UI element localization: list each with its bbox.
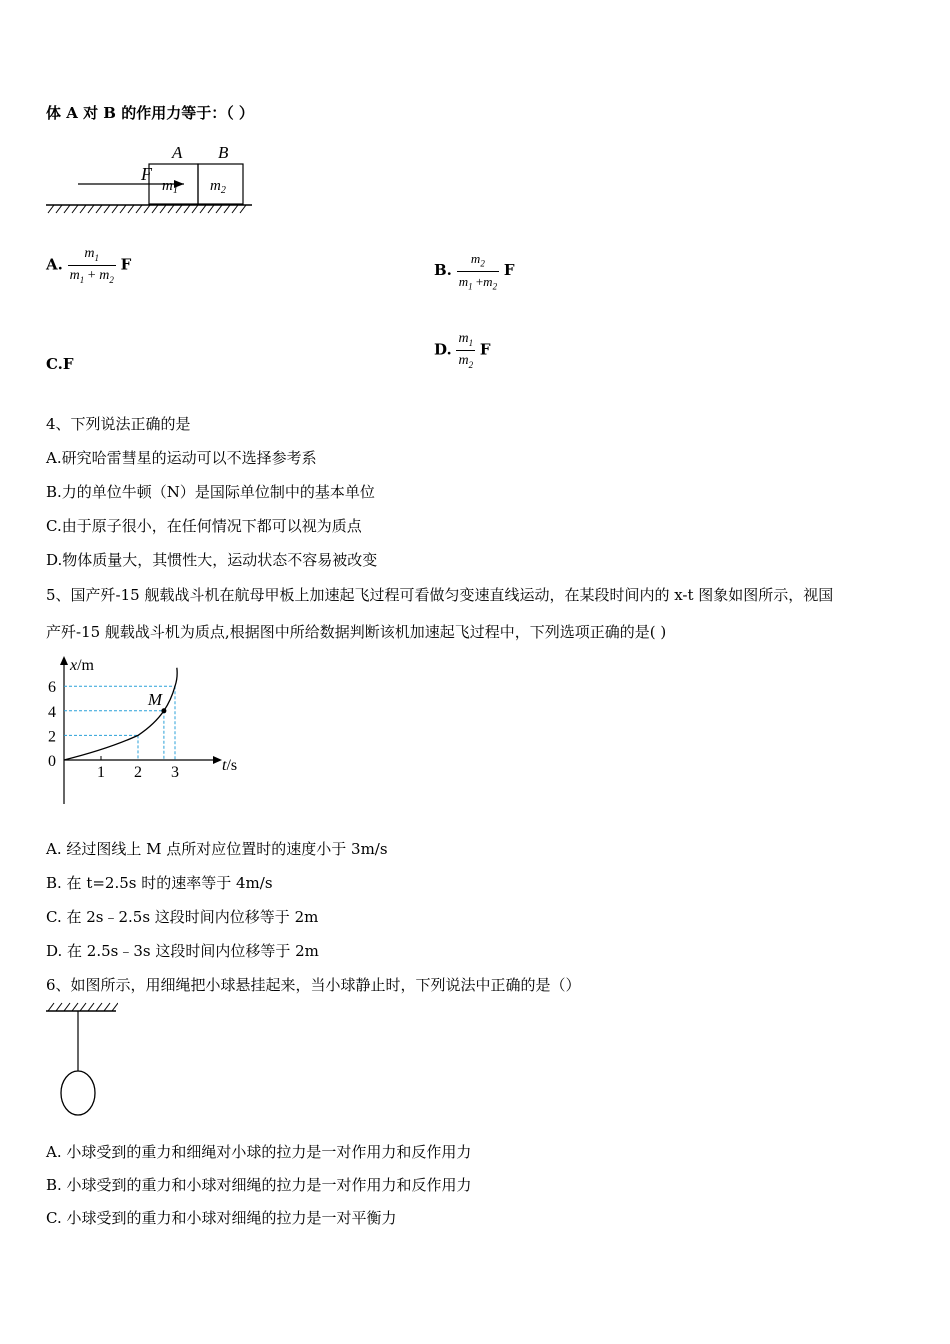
y-axis-label: x/m	[70, 657, 94, 674]
xt-chart	[38, 652, 248, 808]
mass2-label: $m_2$	[210, 178, 226, 196]
point-m-label: M	[147, 689, 163, 709]
q3-option-c[interactable]: C.F	[46, 355, 74, 373]
q5-option-c[interactable]: C. 在 2s﹣2.5s 这段时间内位移等于 2m	[46, 908, 319, 926]
q3-option-a[interactable]: A. $\frac{m_1}{m_1 + m_2}$ F	[46, 246, 132, 285]
block-b-label: B	[218, 143, 229, 162]
q5-stem-line1: 5、国产歼-15 舰载战斗机在航母甲板上加速起飞过程可看做匀变速直线运动，在某段时间内的 x-t 图象如图所示，视国	[46, 586, 834, 604]
y-tick-label-1: 4	[48, 703, 56, 721]
option-b-fraction: $\frac{m_2}{m_1 +m_2}$	[458, 251, 498, 292]
q3-blocks-figure	[44, 138, 256, 218]
q5-stem-line2: 产歼-15 舰载战斗机为质点,根据图中所给数据判断该机加速起飞过程中，下列选项正确的是( )	[46, 623, 667, 641]
x-axis-arrow	[213, 756, 222, 764]
x-axis-label: t/s	[222, 757, 238, 774]
q6-option-a[interactable]: A. 小球受到的重力和细绳对小球的拉力是一对作用力和反作用力	[46, 1143, 472, 1161]
ball	[61, 1071, 95, 1115]
y-tick-label-0: 2	[48, 728, 56, 746]
q4-option-c[interactable]: C.由于原子很小，在任何情况下都可以视为质点	[46, 517, 362, 535]
block-a-label: A	[172, 143, 183, 162]
y-axis-arrow	[60, 656, 68, 665]
q5-option-d[interactable]: D. 在 2.5s﹣3s 这段时间内位移等于 2m	[46, 942, 319, 960]
mass1-label: $m_1$	[162, 178, 178, 196]
q5-option-a[interactable]: A. 经过图线上 M 点所对应位置时的速度小于 3m/s	[46, 840, 388, 858]
q6-option-b[interactable]: B. 小球受到的重力和小球对细绳的拉力是一对作用力和反作用力	[46, 1176, 472, 1194]
q4-option-a[interactable]: A.研究哈雷彗星的运动可以不选择参考系	[46, 449, 317, 467]
q4-stem: 4、下列说法正确的是	[46, 415, 191, 433]
option-a-fraction: $\frac{m_1}{m_1 + m_2}$	[69, 246, 114, 285]
pendulum-figure	[44, 1002, 118, 1120]
q3-option-b[interactable]: B. $\frac{m_2}{m_1 +m_2}$ F	[434, 251, 515, 292]
point-m	[161, 708, 166, 713]
q4-option-b[interactable]: B.力的单位牛顿（N）是国际单位制中的基本单位	[46, 483, 375, 501]
origin-label: 0	[48, 753, 56, 770]
y-tick-label-2: 6	[48, 679, 56, 697]
x-tick-label-2: 3	[171, 764, 179, 781]
force-label: F	[141, 164, 152, 184]
x-tick-label-0: 1	[97, 764, 105, 781]
q4-option-d[interactable]: D.物体质量大，其惯性大，运动状态不容易被改变	[46, 551, 378, 569]
q5-option-b[interactable]: B. 在 t=2.5s 时的速率等于 4m/s	[46, 874, 273, 892]
xt-curve	[64, 668, 177, 760]
ground-hatch	[48, 205, 246, 213]
ceiling-hatch	[48, 1003, 118, 1011]
q3-option-d[interactable]: D. $\frac{m_1}{m_2}$ F	[434, 331, 491, 370]
q6-stem: 6、如图所示，用细绳把小球悬挂起来，当小球静止时，下列说法中正确的是（）	[46, 976, 581, 994]
x-tick-label-1: 2	[134, 764, 142, 781]
option-d-fraction: $\frac{m_1}{m_2}$	[458, 331, 474, 370]
q3-stem: 体 A 对 B 的作用力等于：（ ）	[46, 104, 254, 122]
q6-option-c[interactable]: C. 小球受到的重力和小球对细绳的拉力是一对平衡力	[46, 1209, 397, 1227]
